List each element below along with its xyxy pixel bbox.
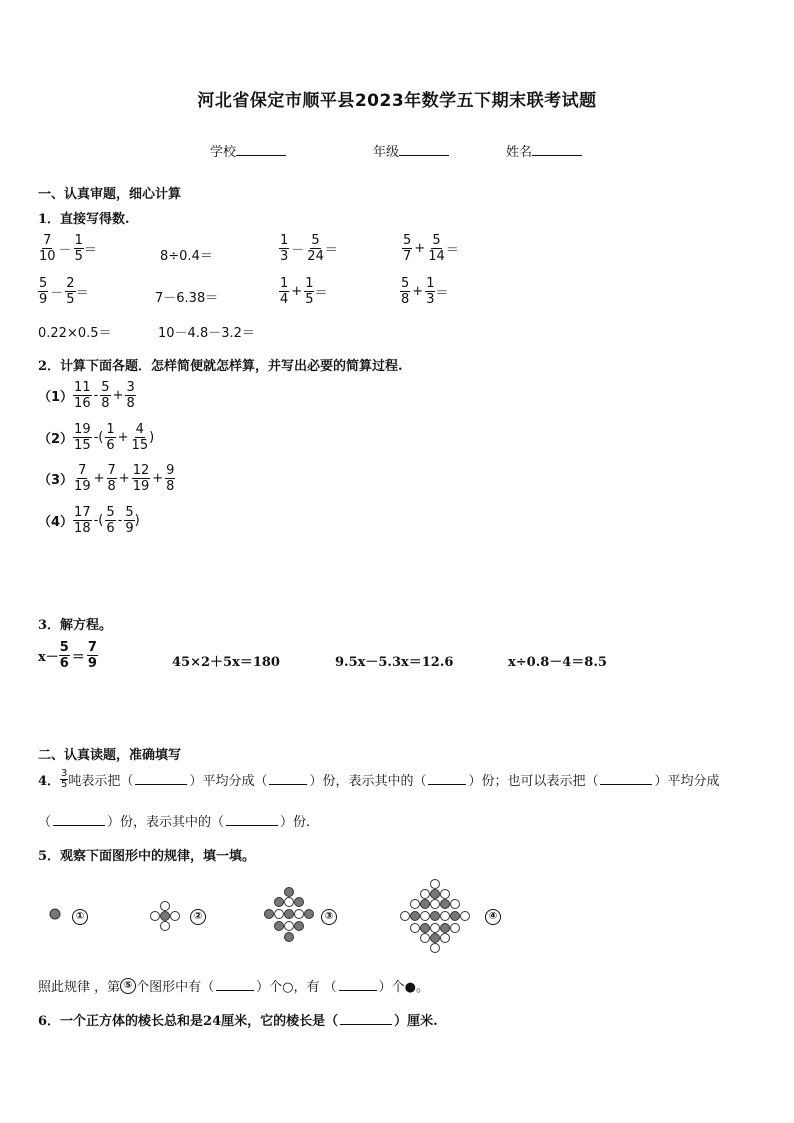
q1-r2c1: $\frac{5}{9}$ － $\frac{2}{5}$ ＝ bbox=[39, 276, 89, 307]
q4-blank-4[interactable] bbox=[600, 774, 652, 785]
pattern-figures bbox=[38, 876, 518, 956]
q2-item-4: （4） $\frac{17}{18}$ -( $\frac{5}{6}$ - $\frac{5}{9}$ ) bbox=[38, 505, 140, 536]
name-blank[interactable] bbox=[532, 143, 582, 156]
figure-2 bbox=[151, 902, 180, 931]
q4-blank-5[interactable] bbox=[53, 815, 105, 826]
q5-label: 5．观察下面图形中的规律，填一填。 bbox=[38, 849, 256, 864]
q1-r2c4: $\frac{5}{8}$ + $\frac{1}{3}$ ＝ bbox=[401, 276, 449, 307]
q3-eq-1: x－ $\frac{5}{6}$ ＝ $\frac{7}{9}$ bbox=[38, 640, 97, 671]
q6-blank[interactable] bbox=[340, 1014, 392, 1025]
q4-line-2: （ ）份，表示其中的（ ）份. bbox=[38, 815, 311, 830]
q1-r1c3: $\frac{1}{3}$ － $\frac{5}{24}$ ＝ bbox=[280, 233, 338, 264]
q5-blank-2[interactable] bbox=[339, 980, 377, 991]
q6-line: 6．一个正方体的棱长总和是24厘米，它的棱长是（ ）厘米. bbox=[38, 1014, 438, 1029]
page-title: 河北省保定市顺平县2023年数学五下期末联考试题 bbox=[197, 91, 597, 111]
school-blank[interactable] bbox=[236, 143, 286, 156]
q4-blank-2[interactable] bbox=[269, 774, 307, 785]
figure-label-1: ① bbox=[72, 908, 88, 925]
q1-r1c4: $\frac{5}{7}$ + $\frac{5}{14}$ ＝ bbox=[403, 233, 459, 264]
q4-blank-3[interactable] bbox=[428, 774, 466, 785]
q2-item-3: （3） $\frac{7}{19}$ + $\frac{7}{8}$ + $\frac{12}{19}$ + $\frac{9}{8}$ bbox=[38, 463, 175, 494]
q3-label: 3．解方程。 bbox=[38, 618, 113, 633]
section1-heading: 一、认真审题，细心计算 bbox=[38, 187, 182, 202]
q1-r2c3: $\frac{1}{4}$ + $\frac{1}{5}$ ＝ bbox=[280, 276, 328, 307]
grade-label: 年级 bbox=[373, 145, 400, 160]
school-field bbox=[210, 141, 286, 160]
filled-dot bbox=[50, 909, 60, 919]
q2-item-2: （2） $\frac{19}{15}$ -( $\frac{1}{6}$ + $\frac{4}{15}$ ) bbox=[38, 422, 155, 453]
q5-answer-line: 照此规律 ，第 ⑤ 个图形中有（ ）个○，有 （ ）个●。 bbox=[38, 976, 429, 995]
q1-r2c2: 7－6.38＝ bbox=[155, 291, 219, 306]
q5-blank-1[interactable] bbox=[216, 980, 254, 991]
figure-4 bbox=[401, 880, 470, 953]
q4-blank-1[interactable] bbox=[135, 774, 187, 785]
figure-label-2: ② bbox=[190, 908, 206, 925]
q1-r1c2: 8÷0.4＝ bbox=[160, 249, 213, 264]
q1-r1c1: $\frac{7}{10}$ － $\frac{1}{5}$ ＝ bbox=[39, 233, 97, 264]
q3-eq-4: x÷0.8－4＝8.5 bbox=[508, 655, 607, 670]
figure-label-4: ④ bbox=[485, 908, 501, 925]
q4-line-1: 4． $\frac{3}{5}$ 吨表示把（ ）平均分成（ ）份，表示其中的（ ）份；也可以表示把（ ）平均分成 bbox=[38, 768, 720, 790]
q1-r3c1: 0.22×0.5＝ bbox=[38, 326, 112, 341]
q1-r3c2: 10－4.8－3.2＝ bbox=[158, 326, 255, 341]
q2-item-1: （1） $\frac{11}{16}$ - $\frac{5}{8}$ + $\frac{3}{8}$ bbox=[38, 380, 135, 411]
school-label: 学校 bbox=[210, 145, 237, 160]
q1-label: 1．直接写得数. bbox=[38, 212, 130, 227]
name-field bbox=[506, 141, 582, 160]
name-label: 姓名 bbox=[506, 145, 533, 160]
q4-blank-6[interactable] bbox=[226, 815, 278, 826]
q3-eq-2: 45×2＋5x＝180 bbox=[172, 655, 280, 670]
grade-field bbox=[373, 141, 449, 160]
q3-eq-3: 9.5x－5.3x＝12.6 bbox=[335, 655, 454, 670]
section2-heading: 二、认真读题，准确填写 bbox=[38, 748, 182, 763]
grade-blank[interactable] bbox=[399, 143, 449, 156]
figure-3 bbox=[265, 888, 314, 942]
q2-label: 2．计算下面各题．怎样简便就怎样算，并写出必要的简算过程. bbox=[38, 359, 403, 374]
figure-label-3: ③ bbox=[321, 908, 337, 925]
